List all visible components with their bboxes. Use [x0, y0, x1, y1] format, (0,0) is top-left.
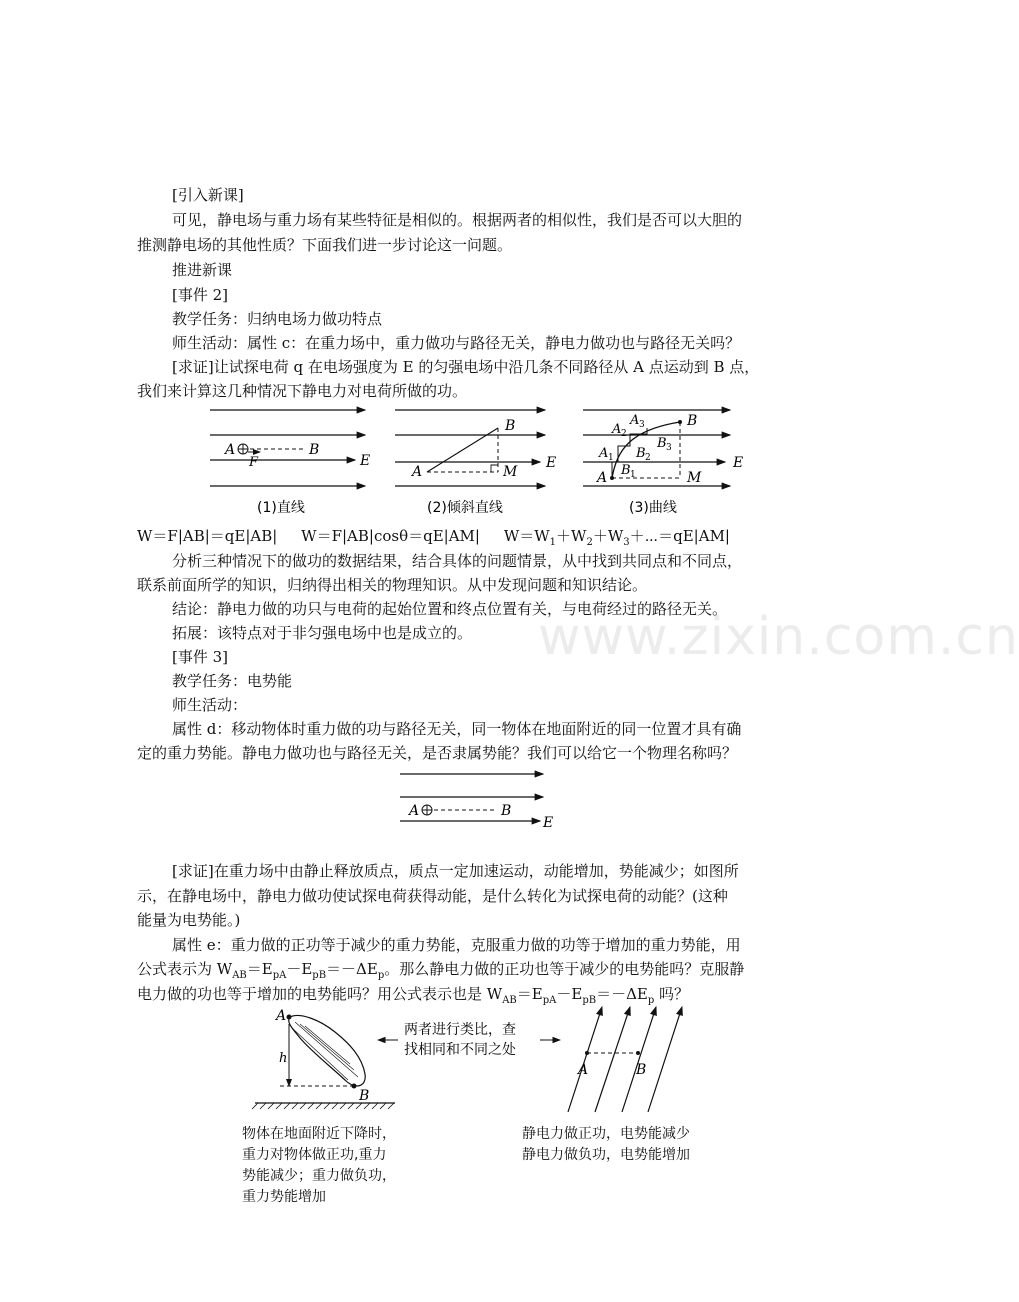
label-E: E — [360, 453, 371, 469]
label-A: A — [412, 464, 423, 480]
f3d: ＋⋯＝qE|AM| — [629, 527, 730, 545]
sub-b1: 1 — [630, 470, 636, 480]
formula-2: W＝F|AB|cosθ＝qE|AM| — [301, 527, 480, 545]
comparison-figure — [250, 1002, 700, 1117]
pe2s2: pA — [272, 970, 287, 981]
task2: 教学任务：归纳电场力做功特点 — [172, 310, 383, 328]
proof2-line2: 示，在静电场中，静电力做功使试探电荷获得动能，是什么转化为试探电荷的动能？(这种 — [137, 887, 728, 905]
formula-1: W＝F|AB|＝qE|AB| — [137, 527, 278, 545]
sub-b2: 2 — [645, 453, 651, 463]
f3s2: 2 — [586, 537, 593, 548]
compare-text-line1: 两者进行类比，查 — [404, 1022, 516, 1038]
label-A: A — [578, 1062, 589, 1078]
gravity-note-line1: 物体在地面附近下降时， — [242, 1126, 396, 1142]
pe2s4: p — [377, 970, 385, 981]
label-A: A — [409, 803, 420, 819]
pe2a: 公式表示为 W — [137, 960, 233, 978]
pe3e: 吗？ — [654, 985, 690, 1003]
label-B: B — [309, 442, 320, 458]
label-E: E — [543, 815, 554, 831]
pe3s2: pA — [542, 995, 557, 1006]
pe2b: ＝E — [246, 960, 273, 978]
activity2: 师生活动：属性 c：在重力场中，重力做功与路径无关，静电力做功也与路径无关吗？ — [172, 334, 741, 352]
gravity-note-line3: 势能减少；重力做负功， — [242, 1168, 396, 1184]
electric-note — [522, 1124, 690, 1166]
label-B: B — [359, 1088, 370, 1104]
label-A1: A — [599, 446, 609, 461]
formula-3 — [503, 527, 730, 548]
sub-2: 2 — [621, 429, 627, 439]
label-B: B — [501, 803, 512, 819]
property-e-line1: 属性 e：重力做的正功等于减少的重力势能，克服重力做的功等于增加的重力势能，用 — [172, 936, 741, 954]
task3: 教学任务：电势能 — [172, 672, 293, 690]
label-E: E — [546, 455, 557, 471]
pe2d: ＝－ΔE — [326, 960, 378, 978]
intro-heading: [引入新课] — [172, 186, 244, 204]
pe3s4: p — [647, 995, 655, 1006]
proof1-line1: [求证]让试探电荷 q 在电场强度为 E 的匀强电场中沿几条不同路径从 A 点运动到 B 点， — [172, 358, 760, 376]
property-d-line2: 定的重力势能。静电力做功也与路径无关，是否隶属势能？我们可以给它一个物理名称吗？ — [137, 744, 738, 762]
proof2-line3: 能量为电势能。) — [137, 911, 241, 929]
label-h: h — [279, 1051, 288, 1066]
panel-inclined — [395, 410, 556, 486]
f3s1: 1 — [549, 537, 557, 548]
label-A3: A — [630, 413, 640, 428]
analysis-line2: 联系前面所学的知识，归纳得出相关的物理知识。从中发现问题和知识结论。 — [137, 576, 648, 594]
panel-curve — [583, 410, 743, 486]
property-d-line1: 属性 d：移动物体时重力做的功与路径无关，同一物体在地面附近的同一位置才具有确 — [172, 720, 742, 738]
label-A: A — [597, 470, 608, 486]
watermark: www.zixin.com.cn — [538, 607, 1019, 667]
pe3d: ＝－ΔE — [596, 985, 648, 1003]
event2-heading: [事件 2] — [172, 286, 229, 304]
pe3s3: pB — [582, 995, 597, 1006]
f3c: ＋W — [592, 527, 624, 545]
label-B3: B — [657, 436, 667, 451]
electric-note-line2: 静电力做负功，电势能增加 — [522, 1147, 690, 1163]
field-path-figure — [205, 400, 765, 520]
proof1-line2: 我们来计算这几种情况下静电力对电荷所做的功。 — [137, 382, 468, 400]
label-B: B — [636, 1062, 647, 1078]
pe3b: ＝E — [516, 985, 543, 1003]
gravity-diagram — [252, 1008, 395, 1109]
pe2s1: AB — [232, 970, 247, 981]
analysis-line1: 分析三种情况下的做功的数据结果，结合具体的问题情景，从中找到共同点和不同点， — [172, 552, 743, 570]
pe3a: 电力做的功也等于增加的电势能吗？用公式表示也是 W — [137, 985, 503, 1003]
intro-paragraph-line2: 推测静电场的其他性质？下面我们进一步讨论这一问题。 — [137, 236, 513, 254]
caption-inclined: (2)倾斜直线 — [427, 500, 503, 516]
sub-3: 3 — [639, 420, 645, 430]
electric-note-line1: 静电力做正功，电势能减少 — [522, 1126, 690, 1142]
sub-1: 1 — [608, 453, 614, 463]
label-M: M — [687, 470, 702, 486]
label-B1: B — [621, 463, 631, 478]
label-B: B — [505, 418, 516, 434]
label-A: A — [276, 1008, 287, 1024]
electric-diagram — [568, 1007, 682, 1112]
f3b: ＋W — [556, 527, 587, 545]
f3s3: 3 — [623, 537, 630, 548]
compare-text-line2: 找相同和不同之处 — [404, 1042, 516, 1058]
proof2-line1: [求证]在重力场中由静止释放质点，质点一定加速运动，动能增加，势能减少；如图所 — [172, 862, 739, 880]
label-A2: A — [612, 422, 622, 437]
advance-heading: 推进新课 — [172, 261, 233, 279]
uniform-field-figure — [395, 764, 565, 838]
compare-arrow — [378, 1021, 560, 1058]
sub-b3: 3 — [666, 443, 672, 453]
label-F: F — [249, 455, 259, 470]
event3-heading: [事件 3] — [172, 648, 229, 666]
gravity-note-line2: 重力对物体做正功,重力 — [242, 1147, 387, 1163]
caption-straight: (1)直线 — [257, 500, 305, 516]
label-M: M — [503, 464, 518, 480]
gravity-note — [242, 1124, 396, 1208]
label-B: B — [687, 413, 698, 429]
pe3c: －E — [556, 985, 583, 1003]
pe2c: －E — [286, 960, 313, 978]
caption-curve: (3)曲线 — [629, 500, 677, 516]
pe2e: 。那么静电力做的正功也等于减少的电势能吗？克服静 — [384, 960, 745, 978]
label-B2: B — [636, 446, 646, 461]
pe3s1: AB — [502, 995, 517, 1006]
extension: 拓展：该特点对于非匀强电场中也是成立的。 — [172, 624, 473, 642]
intro-paragraph-line1: 可见，静电场与重力场有某些特征是相似的。根据两者的相似性，我们是否可以大胆的 — [172, 211, 743, 229]
label-A: A — [225, 442, 236, 458]
label-E: E — [733, 455, 744, 471]
panel-straight — [210, 410, 370, 486]
gravity-note-line4: 重力势能增加 — [242, 1189, 326, 1205]
pe2s3: pB — [312, 970, 327, 981]
activity3: 师生活动： — [172, 696, 248, 714]
conclusion: 结论：静电力做的功只与电荷的起始位置和终点位置有关，与电荷经过的路径无关。 — [172, 600, 728, 618]
f3a: W＝W — [503, 527, 550, 545]
